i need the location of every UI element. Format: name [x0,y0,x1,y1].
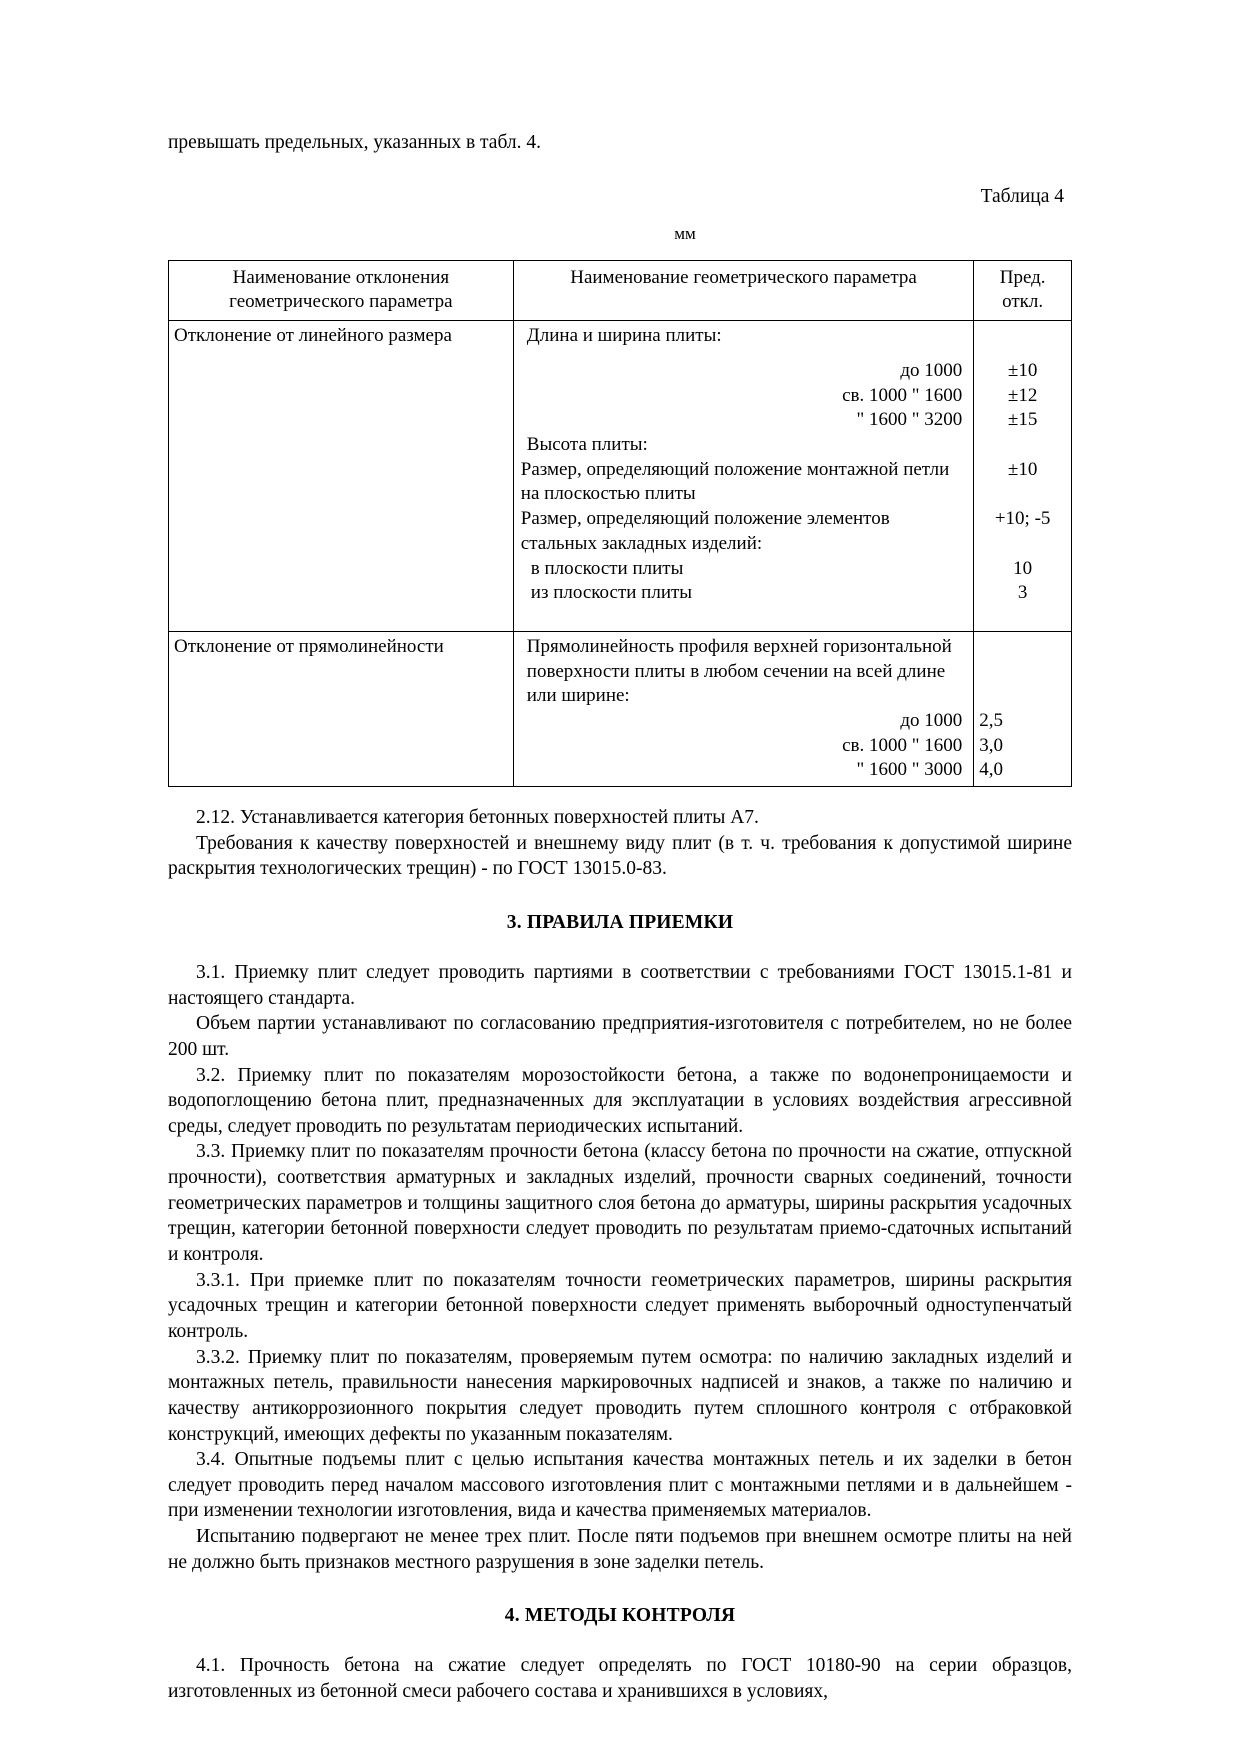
limit-value: 3,0 [979,734,1004,756]
spacer [979,349,1066,359]
deviation-name-cell [169,321,514,632]
table-header-col1-line2: геометрического параметра [229,291,453,313]
parameter-cell [513,321,973,632]
parameter-line: до 1000 [900,360,963,382]
paragraph-3-4: 3.4. Опытные подъемы плит с целью испытания качества монтажных петель и их заделки в бетон следует проводить перед началом массового изготовления плит с монтажными петлями и в дальнейшем - при изменении технологии изготовления, вида и качества применяемых материалов. [168,1449,1072,1522]
parameter-line: " 1600 " 3200 [856,409,963,431]
parameter-line: до 1000 [900,709,963,731]
limit-value: 2,5 [979,709,1004,731]
parameter-line: Длина и ширина плиты: [526,325,722,347]
table-row [169,321,1072,632]
limit-value-empty [979,324,1066,349]
parameter-line: св. 1000 " 1600 [842,734,963,756]
limit-value: +10; -5 [994,508,1051,530]
paragraph-3-3: 3.3. Приемку плит по показателям прочности бетона (классу бетона по прочности на сжатие, отпускной прочности), соответствия арматурных и закладных изделий, прочности сварных соединений, точности геометрических параметров и толщины защитного слоя бетона до арматуры, ширины раскрытия усадочных трещин, категории бетонной поверхности следует проводить по результатам приемо-сдаточных испытаний и контроля. [168,1141,1072,1266]
paragraph-3-4-b: Испытанию подвергают не менее трех плит. После пяти подъемов при внешнем осмотре плиты на ней не должно быть признаков местного разрушения в зоне заделки петель. [168,1526,1072,1573]
paragraph-3-3-2: 3.3.2. Приемку плит по показателям, проверяемым путем осмотра: по наличию закладных изделий и монтажных петель, правильности нанесения маркировочных надписей и знаков, а также по наличию и качеству антикоррозионного покрытия следует проводить путем сплошного контроля с отбраковкой конструкций, имеющих дефекты по указанным показателям. [168,1346,1072,1445]
limit-value: ±15 [1007,409,1038,431]
spacer [168,787,1072,805]
paragraph-2-12: 2.12. Устанавливается категория бетонных поверхностей плиты А7. [196,807,759,829]
table-header-col1-line1: Наименование отклонения [232,266,450,288]
spacer [519,349,968,359]
limit-value-empty [979,532,1066,557]
parameter-line: из плоскости плиты [530,582,693,604]
limit-value: 4,0 [979,759,1004,781]
paragraph-3-2: 3.2. Приемку плит по показателям морозостойкости бетона, а также по водонепроницаемости и водопоглощению бетона плит, предназначенных для эксплуатации в условиях воздействия агрессивной среды, следует проводить по результатам периодических испытаний. [168,1064,1072,1137]
table-header-col3: Пред. откл. [974,260,1072,321]
paragraph-3-3-1: 3.3.1. При приемке плит по показателям точности геометрических параметров, ширины раскрытия усадочных трещин и категории бетонной поверхности следует применять выборочный одноступенчатый контроль. [168,1269,1072,1342]
table-row [169,631,1072,786]
parameter-line: Прямолинейность профиля верхней горизонтальной поверхности плиты в любом сечении на всей длине или ширине: [526,635,952,707]
limit-value: ±10 [1007,360,1038,382]
table-header-row [169,260,1072,321]
paragraph-2-12-b: Требования к качеству поверхностей и внешнему виду плит (в т. ч. требования к допустимой ширине раскрытия технологических трещин) - по ГОСТ 13015.0-83. [168,832,1072,880]
paragraph-3-1-b: Объем партии устанавливают по согласованию предприятия-изготовителя с потребителем, но не более 200 шт. [168,1013,1072,1060]
parameter-line: св. 1000 " 1600 [842,384,963,406]
deviation-name: Отклонение от линейного размера [174,325,452,347]
limit-value: ±12 [1007,384,1038,406]
table-header-col1 [169,260,514,321]
deviation-name-cell [169,631,514,786]
limit-value-empty [979,433,1066,458]
table-unit-label: мм [674,223,696,243]
parameter-line: в плоскости плиты [530,557,684,579]
paragraph-3-1: 3.1. Приемку плит следует проводить партиями в соответствии с требованиями ГОСТ 13015.1-81 и настоящего стандарта. [168,961,1072,1009]
limit-value-empty [979,660,1066,685]
table-4 [168,260,1072,787]
spacer [519,606,968,628]
parameter-line: Размер, определяющий положение монтажной петли на плоскостью плиты [520,458,950,505]
limit-deviation-cell [974,631,1072,786]
table-caption: Таблица 4 [980,185,1064,207]
parameter-line: Размер, определяющий положение элементов стальных закладных изделий: [520,508,890,554]
limit-value-empty [979,635,1066,660]
deviation-name: Отклонение от прямолинейности [174,635,444,657]
parameter-line: " 1600 " 3000 [856,759,963,781]
parameter-line: Высота плиты: [526,434,648,456]
parameter-cell [513,631,973,786]
section-heading-4: 4. МЕТОДЫ КОНТРОЛЯ [504,1605,736,1627]
limit-value-empty [979,684,1066,709]
limit-deviation-cell [974,321,1072,632]
paragraph-4-1: 4.1. Прочность бетона на сжатие следует определять по ГОСТ 10180-90 на серии образцов, изготовленных из бетонной смеси рабочего состава и хранившихся в условиях, [168,1655,1072,1702]
limit-value: 3 [1017,582,1028,604]
table-header-col2: Наименование геометрического параметра [513,260,973,321]
section-heading-3: 3. ПРАВИЛА ПРИЕМКИ [506,911,734,933]
intro-paragraph: превышать предельных, указанных в табл. 4. [168,132,542,153]
limit-value: ±10 [1007,458,1038,480]
limit-value: 10 [1013,557,1033,579]
limit-value-empty [979,482,1066,507]
